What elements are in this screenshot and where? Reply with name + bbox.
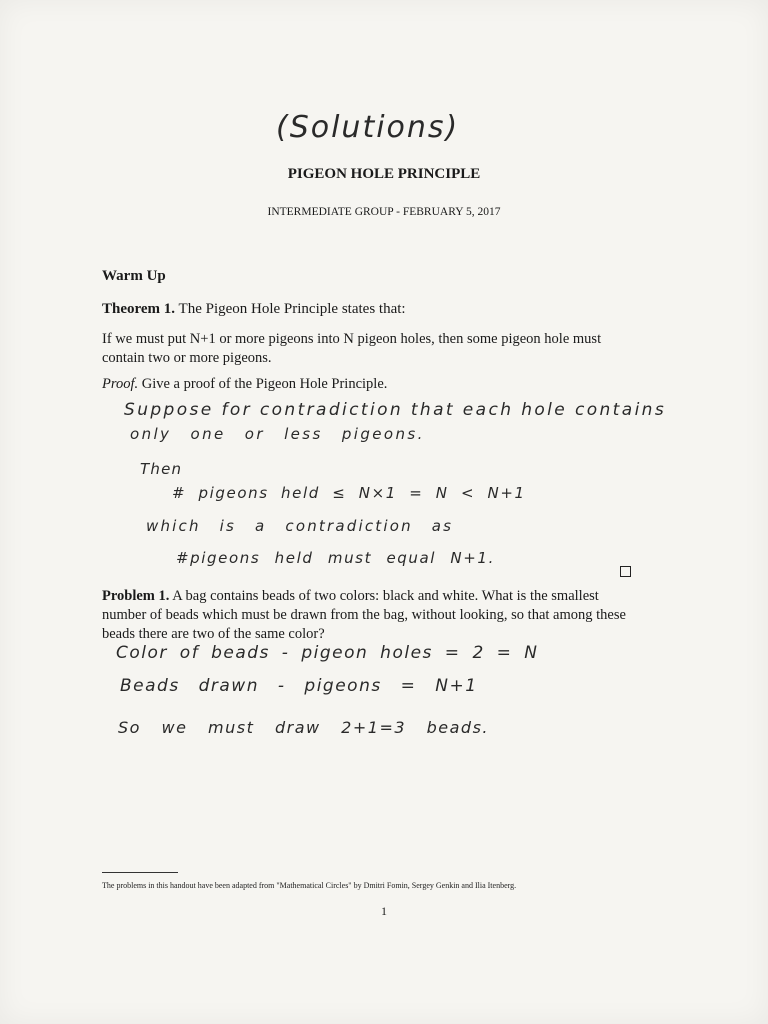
proof-handwriting-line: Then xyxy=(140,460,183,478)
footnote-rule xyxy=(102,872,178,873)
theorem-statement: If we must put N+1 or more pigeons into N pigeon holes, then some pigeon hole must contain two or more pigeons. xyxy=(102,331,602,366)
handwritten-header: (Solutions) xyxy=(276,110,460,145)
proof-prompt: Give a proof of the Pigeon Hole Principle. xyxy=(141,376,388,392)
document-title: PIGEON HOLE PRINCIPLE xyxy=(287,166,481,182)
proof-handwriting-line: # pigeons held ≤ N×1 = N < N+1 xyxy=(172,484,526,502)
theorem-text: The Pigeon Hole Principle states that: xyxy=(178,301,406,317)
problem-1-handwriting-line: Color of beads - pigeon holes = 2 = N xyxy=(116,643,539,663)
page-number: 1 xyxy=(381,904,387,918)
proof-handwriting-line: #pigeons held must equal N+1. xyxy=(176,549,495,567)
problem-1-text: A bag contains beads of two colors: black and white. What is the smallest number of beads which must be drawn from the bag, without looking, so that among these beads there are two of the same color? xyxy=(102,588,626,642)
proof-handwriting-line: Suppose for contradiction that each hole contains xyxy=(124,400,667,420)
footnote: The problems in this handout have been adapted from "Mathematical Circles" by Dmitri Fomin, Sergey Genkin and Ilia Itenberg. xyxy=(102,881,517,890)
problem-1-label: Problem 1. xyxy=(102,588,170,604)
theorem-line xyxy=(102,300,406,319)
qed-square xyxy=(620,566,631,577)
proof-handwriting-line: which is a contradiction as xyxy=(146,517,454,535)
proof-handwriting-line: only one or less pigeons. xyxy=(130,425,425,443)
problem-1-handwriting-line: Beads drawn - pigeons = N+1 xyxy=(120,676,478,696)
proof-label: Proof. xyxy=(102,376,139,392)
proof-prompt-line xyxy=(102,375,387,394)
problem-1-handwriting-line: So we must draw 2+1=3 beads. xyxy=(118,718,489,737)
document-subtitle: INTERMEDIATE GROUP - FEBRUARY 5, 2017 xyxy=(267,206,501,218)
problem-1 xyxy=(102,587,642,644)
warmup-heading: Warm Up xyxy=(102,268,166,284)
theorem-label: Theorem 1. xyxy=(102,301,176,317)
